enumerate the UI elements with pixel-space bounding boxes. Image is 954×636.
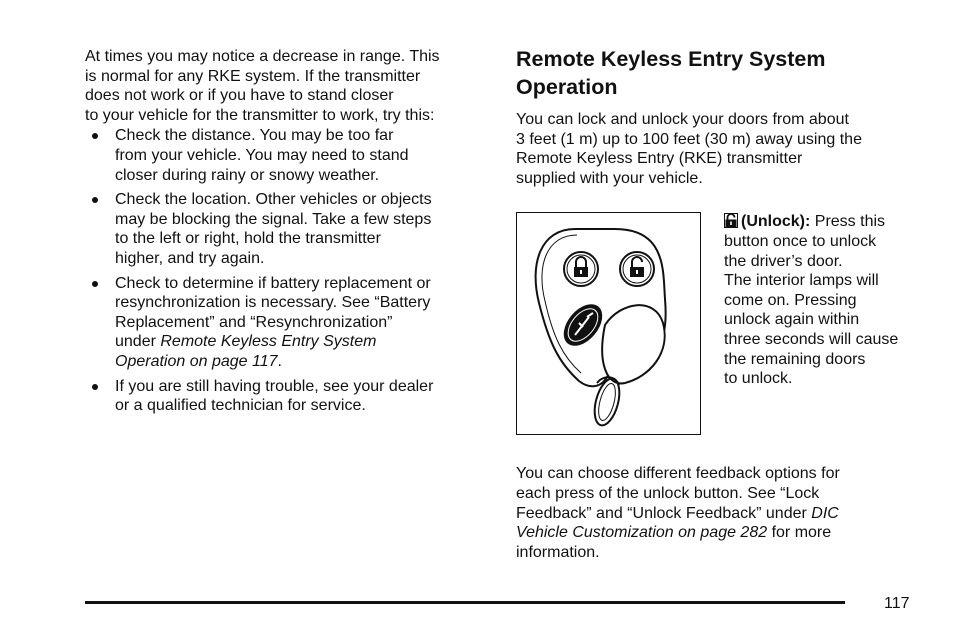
bullet-icon xyxy=(92,133,98,139)
text-line: the remaining doors xyxy=(724,350,866,368)
right-column xyxy=(516,45,926,562)
text-line: You can lock and unlock your doors from about xyxy=(516,111,849,128)
key-fob-icon xyxy=(517,213,702,436)
text-line: information. xyxy=(516,543,600,561)
list-item xyxy=(85,274,495,372)
key-fob-illustration xyxy=(516,212,701,435)
text-line: is normal for any RKE system. If the transmitter xyxy=(85,67,421,85)
list-item xyxy=(85,190,495,268)
feedback-text: for more xyxy=(767,524,832,542)
unlock-description xyxy=(724,212,934,388)
troubleshooting-list xyxy=(85,126,495,415)
feedback-text: Feedback” and “Unlock Feedback” under xyxy=(516,504,812,522)
text-line: supplied with your vehicle. xyxy=(516,169,703,187)
text-line: to unlock. xyxy=(724,370,793,388)
text-line xyxy=(115,332,495,352)
page-reference-link[interactable]: DIC xyxy=(811,504,839,522)
text-line: the driver’s door. xyxy=(724,252,843,270)
list-item xyxy=(85,126,495,185)
text-line: Check to determine if battery replacement or xyxy=(115,274,431,292)
text-line: to your vehicle for the transmitter to work, try this: xyxy=(85,106,435,124)
text-line: higher, and try again. xyxy=(115,249,265,267)
footer-rule xyxy=(85,601,845,604)
text-line: closer during rainy or snowy weather. xyxy=(115,166,380,184)
unlock-label: (Unlock): xyxy=(741,213,811,231)
rke-intro-paragraph xyxy=(516,110,926,188)
bullet-icon xyxy=(92,384,98,390)
feedback-paragraph xyxy=(516,464,926,562)
text-line: If you are still having trouble, see your dealer xyxy=(115,377,434,395)
text-line xyxy=(115,352,495,372)
heading-line: Operation xyxy=(516,75,618,99)
text-line: unlock again within xyxy=(724,311,860,329)
text-line: Check the distance. You may be too far xyxy=(115,127,394,145)
heading-line: Remote Keyless Entry System xyxy=(516,47,826,71)
text-line: button once to unlock xyxy=(724,232,877,250)
unlock-icon xyxy=(724,213,738,228)
section-heading xyxy=(516,45,926,101)
text-line xyxy=(724,212,934,232)
text-line: resynchronization is necessary. See “Battery xyxy=(115,294,431,312)
text-line: three seconds will cause xyxy=(724,330,899,348)
ref-suffix: . xyxy=(277,352,282,370)
text-line: Check the location. Other vehicles or objects xyxy=(115,191,432,209)
text-line xyxy=(516,504,926,524)
text-line: come on. Pressing xyxy=(724,291,857,309)
ref-prefix: under xyxy=(115,333,161,351)
text-line: does not work or if you have to stand closer xyxy=(85,87,394,105)
unlock-first-line: Press this xyxy=(810,213,886,231)
bullet-icon xyxy=(92,281,98,287)
text-line: 3 feet (1 m) up to 100 feet (30 m) away using the xyxy=(516,130,862,148)
text-line: may be blocking the signal. Take a few steps xyxy=(115,210,432,228)
page-reference-link[interactable]: Remote Keyless Entry System xyxy=(160,333,377,351)
text-line: from your vehicle. You may need to stand xyxy=(115,146,409,164)
text-line: The interior lamps will xyxy=(724,272,879,290)
text-line: or a qualified technician for service. xyxy=(115,397,366,415)
page-reference-link[interactable]: Vehicle Customization on page 282 xyxy=(516,524,768,542)
text-line: each press of the unlock button. See “Lock xyxy=(516,484,820,502)
text-line: Remote Keyless Entry (RKE) transmitter xyxy=(516,150,803,168)
page-reference-link[interactable]: Operation on page 117 xyxy=(115,352,278,370)
bullet-icon xyxy=(92,197,98,203)
text-line: to the left or right, hold the transmitter xyxy=(115,230,381,248)
text-line xyxy=(516,523,926,543)
left-column xyxy=(85,47,495,421)
page-number: 117 xyxy=(884,595,910,612)
text-line: Replacement” and “Resynchronization” xyxy=(115,313,393,331)
list-item xyxy=(85,377,495,416)
figure-row xyxy=(516,212,926,438)
range-intro-paragraph xyxy=(85,47,495,125)
text-line: You can choose different feedback options for xyxy=(516,465,840,483)
text-line: At times you may notice a decrease in range. This xyxy=(85,48,440,65)
